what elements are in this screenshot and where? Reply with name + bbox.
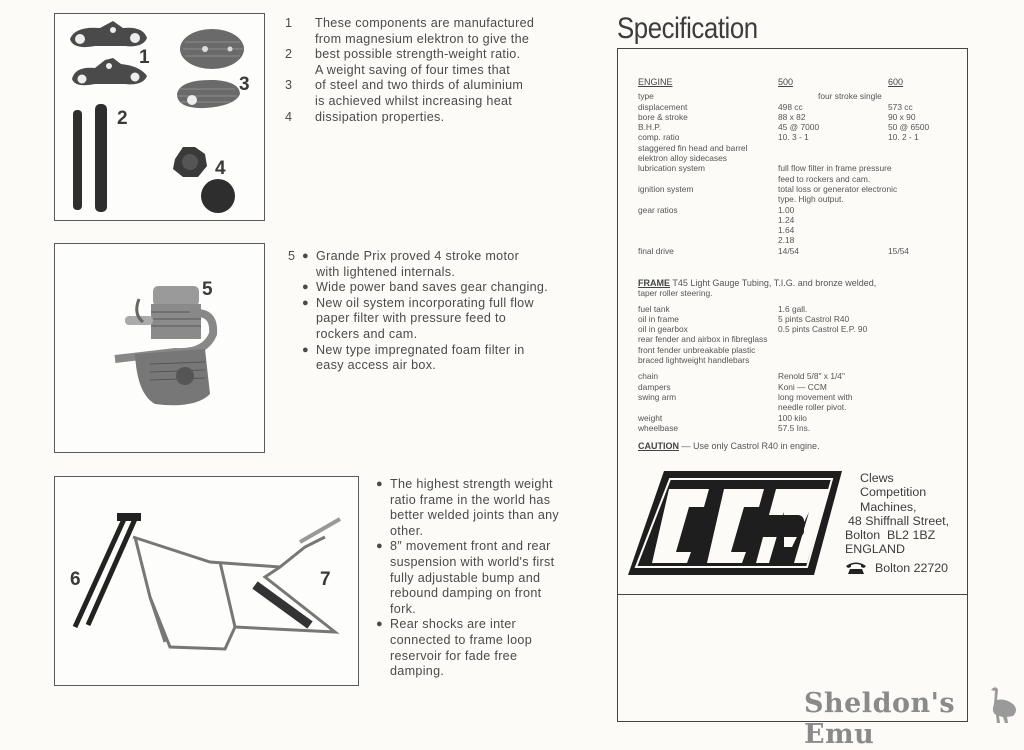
spec-row xyxy=(638,392,876,402)
specification-title: Specification xyxy=(617,12,758,45)
spec-row xyxy=(638,355,876,365)
spec-value: 1.00 xyxy=(778,204,795,215)
spec-label: staggered fin head and barrel xyxy=(638,142,748,153)
spec-label xyxy=(638,235,778,245)
spec-row xyxy=(638,163,929,173)
feature-line: paper filter with pressure feed to xyxy=(316,311,507,326)
feature-line: reservoir for fade free xyxy=(390,648,518,663)
spec-value: 100 kilo xyxy=(778,412,807,423)
spec-value-500: 88 x 82 xyxy=(778,111,806,122)
spec-label xyxy=(638,174,778,184)
frame-features xyxy=(376,477,559,680)
address-line: Competition xyxy=(860,485,927,500)
bullet-icon: ● xyxy=(302,281,309,294)
frame-intro xyxy=(638,278,876,288)
spec-label: chain xyxy=(638,371,659,382)
spec-value: total loss or generator electronic xyxy=(778,183,898,194)
feature-text: Wide power band saves gear changing. xyxy=(316,280,549,295)
spec-value: Koni — CCM xyxy=(778,381,827,392)
spec-row xyxy=(638,314,876,324)
spec-label xyxy=(638,215,778,225)
frame-illustration xyxy=(55,477,357,684)
feature-line: better welded joints than any xyxy=(390,508,560,523)
spec-label xyxy=(638,225,778,235)
spec-label: swing arm xyxy=(638,391,677,402)
spec-label: displacement xyxy=(638,101,688,112)
spec-value: 0.5 pints Castrol E.P. 90 xyxy=(778,324,868,335)
spec-label: rear fender and airbox in fibreglass xyxy=(638,334,768,345)
feature-line: with lightened internals. xyxy=(316,264,456,279)
spec-label: oil in gearbox xyxy=(638,324,688,335)
spec-value: four stroke single xyxy=(818,91,882,102)
spec-value: 1.24 xyxy=(778,214,795,225)
engine-spec-table xyxy=(638,77,929,256)
spec-label xyxy=(638,402,778,412)
spec-row xyxy=(638,205,929,215)
feature-text xyxy=(316,343,525,374)
spec-row xyxy=(638,225,929,235)
ccm-logo-graphic xyxy=(624,467,846,579)
spec-row xyxy=(638,143,929,153)
callout-2: 2 xyxy=(117,108,128,129)
bullet-icon: ● xyxy=(302,343,309,356)
callout-4: 4 xyxy=(215,158,226,179)
item-number: 1 xyxy=(285,16,293,30)
spec-row xyxy=(638,194,929,204)
feature-line: easy access air box. xyxy=(316,358,437,373)
spec-row xyxy=(638,215,929,225)
callout-1: 1 xyxy=(139,47,150,68)
spec-label: final drive xyxy=(638,245,674,256)
components-photo xyxy=(54,13,265,221)
caution-text: — Use only Castrol R40 in engine. xyxy=(679,441,820,452)
spec-row xyxy=(638,423,876,433)
feature-line: New oil system incorporating full flow xyxy=(316,295,534,310)
spec-value-500: 498 cc xyxy=(778,101,803,112)
caution-note xyxy=(638,441,876,451)
feature-line: 8″ movement front and rear xyxy=(390,539,551,554)
feature-line: other. xyxy=(390,523,424,538)
spec-label: front fender unbreakable plastic xyxy=(638,344,756,355)
callout-5: 5 xyxy=(202,279,213,300)
desc-text: is achieved whilst increasing heat xyxy=(315,93,513,108)
bullet-icon: ● xyxy=(302,296,309,309)
list-item xyxy=(288,249,548,280)
spec-value: 5 pints Castrol R40 xyxy=(778,313,850,324)
callout-6: 6 xyxy=(70,569,81,590)
list-item xyxy=(288,280,548,296)
spec-row xyxy=(638,382,876,392)
desc-text: of steel and two thirds of aluminium xyxy=(315,78,524,93)
spec-row xyxy=(638,334,876,344)
spec-row xyxy=(638,153,929,163)
list-item xyxy=(376,539,559,617)
list-item xyxy=(376,617,559,679)
address-line: Clews xyxy=(860,471,894,485)
spec-label: wheelbase xyxy=(638,422,679,433)
feature-text xyxy=(316,296,534,343)
spec-value: needle roller pivot. xyxy=(778,402,847,413)
spec-value-500: 14/54 xyxy=(778,245,799,256)
spec-label xyxy=(638,194,778,204)
spec-label: bore & stroke xyxy=(638,111,688,122)
feature-line: damping. xyxy=(390,664,445,679)
desc-line xyxy=(285,32,534,48)
spec-row xyxy=(638,112,929,122)
feature-line: connected to frame loop xyxy=(390,632,533,647)
spec-label: comp. ratio xyxy=(638,132,680,143)
spec-value: 57.5 Ins. xyxy=(778,422,811,433)
desc-line xyxy=(285,16,534,32)
frame-spec-table xyxy=(638,278,876,451)
col-600-heading: 600 xyxy=(888,77,904,87)
spec-label: weight xyxy=(638,412,663,423)
spec-row xyxy=(638,122,929,132)
feature-text xyxy=(390,477,559,539)
desc-text: from magnesium elektron to give the xyxy=(315,31,530,46)
feature-line: suspension with world's first xyxy=(390,554,555,569)
spec-value: long movement with xyxy=(778,391,853,402)
feature-line: Grande Prix proved 4 stroke motor xyxy=(316,249,520,263)
spec-row xyxy=(638,132,929,142)
spec-value: 1.64 xyxy=(778,225,795,236)
emu-icon xyxy=(985,686,1021,724)
spec-label: gear ratios xyxy=(638,204,678,215)
spec-row xyxy=(638,235,929,245)
caution-label: CAUTION xyxy=(638,441,679,452)
list-item xyxy=(376,477,559,539)
spec-row xyxy=(638,184,929,194)
feature-line: fork. xyxy=(390,601,416,616)
spec-label: dampers xyxy=(638,381,671,392)
spec-row xyxy=(638,371,876,381)
spec-row xyxy=(638,324,876,334)
frame-intro-text: T45 Light Gauge Tubing, T.I.G. and bronze welded, xyxy=(670,278,877,288)
item-number xyxy=(285,63,315,79)
divider xyxy=(617,594,968,595)
feature-text xyxy=(390,617,532,679)
bullet-icon: ● xyxy=(376,618,383,631)
feature-text xyxy=(316,249,519,280)
callout-7: 7 xyxy=(320,569,331,590)
spec-label: elektron alloy sidecases xyxy=(638,153,727,164)
engine-photo xyxy=(54,243,265,453)
phone-number: Bolton 22720 xyxy=(875,560,949,575)
spec-value: full flow filter in frame pressure xyxy=(778,163,892,174)
frame-photo xyxy=(54,476,359,686)
callout-3: 3 xyxy=(239,74,250,95)
bullet-icon: ● xyxy=(376,540,383,553)
feature-line: ratio frame in the world has xyxy=(390,492,551,507)
desc-text: These components are manufactured xyxy=(315,16,535,30)
company-address xyxy=(845,471,950,575)
feature-text xyxy=(390,539,554,617)
watermark-text: Sheldon's Emu xyxy=(804,688,956,750)
address-line: 48 Shiffnall Street, xyxy=(848,513,950,528)
spec-label: fuel tank xyxy=(638,303,670,314)
spec-row xyxy=(638,304,876,314)
spec-value-500: 10. 3 - 1 xyxy=(778,132,809,143)
item-number: 2 xyxy=(285,47,293,62)
spec-label: oil in frame xyxy=(638,313,679,324)
spec-value-600: 50 @ 6500 xyxy=(888,122,930,133)
desc-text: dissipation properties. xyxy=(315,109,445,124)
telephone-icon xyxy=(845,561,867,575)
desc-text: best possible strength-weight ratio. xyxy=(315,47,521,62)
feature-line: rebound damping on front xyxy=(390,586,542,601)
list-item xyxy=(288,343,548,374)
spec-row xyxy=(638,402,876,412)
spec-row xyxy=(638,102,929,112)
frame-heading: FRAME xyxy=(638,278,670,288)
feature-line: rockers and cam. xyxy=(316,326,418,341)
item-number xyxy=(285,32,315,48)
spec-header-row xyxy=(638,77,929,87)
frame-intro-text: taper roller steering. xyxy=(638,288,713,299)
list-item xyxy=(288,296,548,343)
spec-row xyxy=(638,413,876,423)
spec-row xyxy=(638,246,929,256)
feature-line: New type impregnated foam filter in xyxy=(316,342,525,357)
address-line: ENGLAND xyxy=(845,542,905,557)
spec-label: type xyxy=(638,91,654,102)
spec-value: type. High output. xyxy=(778,194,844,205)
desc-line xyxy=(285,94,534,110)
item-number: 3 xyxy=(285,78,293,93)
spec-value: 2.18 xyxy=(778,235,795,246)
bullet-icon: ● xyxy=(302,250,309,262)
spec-value: Renold 5/8" x 1/4" xyxy=(778,371,845,382)
spec-value-600: 15/54 xyxy=(888,245,909,256)
spec-label: lubrication system xyxy=(638,163,706,174)
item-number: 5 xyxy=(288,249,296,263)
bullet-icon: ● xyxy=(376,478,383,490)
engine-features xyxy=(288,249,548,374)
phone-line xyxy=(845,561,949,575)
address-line: Bolton BL2 1BZ xyxy=(845,528,936,543)
desc-line xyxy=(285,110,534,126)
desc-line xyxy=(285,63,534,79)
desc-line xyxy=(285,47,534,63)
components-illustration xyxy=(55,14,263,219)
address-line: Machines, xyxy=(860,499,917,514)
feature-line: fully adjustable bump and xyxy=(390,570,541,585)
spec-value: feed to rockers and cam. xyxy=(778,173,871,184)
feature-line: Rear shocks are inter xyxy=(390,617,516,632)
desc-text: A weight saving of four times that xyxy=(315,62,511,77)
col-500-heading: 500 xyxy=(778,77,794,87)
spec-value-600: 10. 2 - 1 xyxy=(888,132,919,143)
spec-label: braced lightweight handlebars xyxy=(638,355,750,366)
feature-line: The highest strength weight xyxy=(390,477,553,491)
spec-value: 1.6 gall. xyxy=(778,303,808,314)
item-number xyxy=(285,94,315,110)
spec-value-600: 573 cc xyxy=(888,101,913,112)
spec-label: B.H.P. xyxy=(638,122,662,133)
spec-row xyxy=(638,345,876,355)
engine-heading: ENGINE xyxy=(638,77,673,87)
spec-label: ignition system xyxy=(638,183,694,194)
spec-row xyxy=(638,91,929,101)
engine-illustration xyxy=(55,244,263,451)
spec-value-500: 45 @ 7000 xyxy=(778,122,820,133)
components-description xyxy=(285,16,534,125)
item-number: 4 xyxy=(285,109,293,124)
ccm-logo xyxy=(624,467,846,579)
spec-value-600: 90 x 90 xyxy=(888,111,916,122)
desc-line xyxy=(285,78,534,94)
spec-row xyxy=(638,174,929,184)
